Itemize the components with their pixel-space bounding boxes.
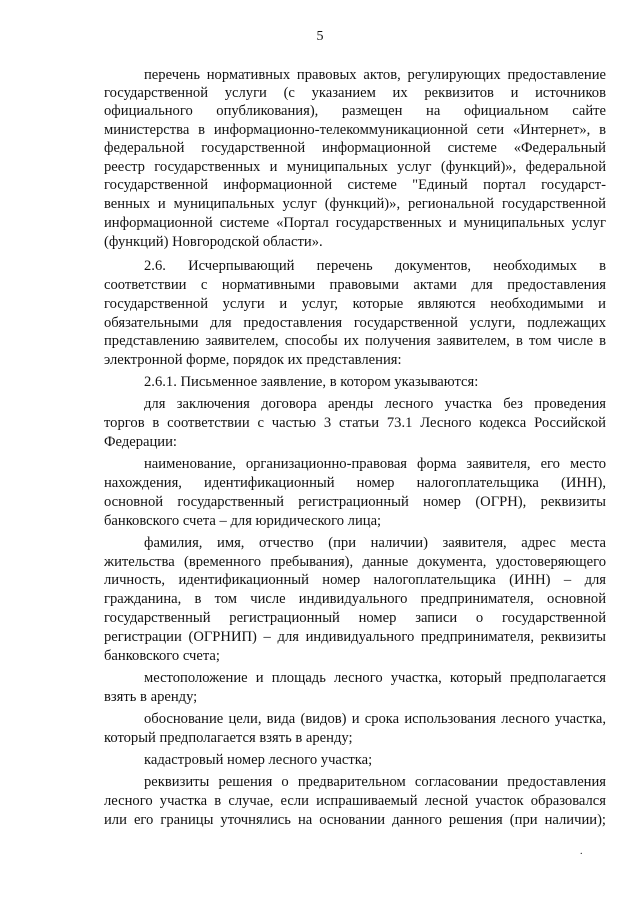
text-line: фамилия, имя, отчество (при наличии) заявителя, адрес места xyxy=(144,535,606,551)
text-line: банковского счета – для юридического лица; xyxy=(104,513,382,529)
text-line: (функций) Новгородской области». xyxy=(104,234,323,250)
text-line: кадастровый номер лесного участка; xyxy=(144,752,373,768)
trailing-mark: . xyxy=(580,846,583,857)
text-line: для заключения договора аренды лесного участка без проведения xyxy=(144,396,606,412)
text-line: информационной системе «Портал государственных и муниципальных услуг xyxy=(104,215,606,231)
text-line: нахождения, идентификационный номер налогоплательщика (ИНН), xyxy=(104,475,606,491)
text-line: 2.6. Исчерпывающий перечень документов, необходимых в xyxy=(144,258,606,274)
text-line: торгов в соответствии с частью 3 статьи 73.1 Лесного кодекса Российской xyxy=(104,415,606,431)
page-number: 5 xyxy=(316,29,324,44)
text-line: соответствии с нормативными правовыми актами для предоставления xyxy=(104,277,606,293)
text-line: государственной услуги (с указанием их реквизитов и источников xyxy=(104,85,606,101)
text-line: федеральной государственной информационной системе «Федеральный xyxy=(104,140,606,156)
text-line: обязательными для предоставления государственной услуги, подлежащих xyxy=(104,315,606,331)
text-line: обоснование цели, вида (видов) и срока использования лесного участка, xyxy=(144,711,606,727)
text-line: взять в аренду; xyxy=(104,689,198,705)
text-line: 2.6.1. Письменное заявление, в котором указываются: xyxy=(144,374,479,390)
text-line: государственной информационной системе "Единый портал государст- xyxy=(104,177,606,193)
text-line: перечень нормативных правовых актов, регулирующих предоставление xyxy=(144,67,606,83)
text-line: основной государственный регистрационный номер (ОГРН), реквизиты xyxy=(104,494,606,510)
text-line: министерства в информационно-телекоммуникационной сети «Интернет», в xyxy=(104,122,606,138)
text-line: государственной услуги и услуг, которые являются необходимыми и xyxy=(104,296,606,312)
text-line: реквизиты решения о предварительном согласовании предоставления xyxy=(144,774,606,790)
text-line: Федерации: xyxy=(104,434,177,450)
text-line: личность, идентификационный номер налогоплательщика (ИНН) – для xyxy=(104,572,606,588)
text-line: жительства (временного пребывания), данные документа, удостоверяющего xyxy=(104,554,606,570)
text-line: или его границы уточнялись на основании данного решения (при наличии); xyxy=(104,812,606,828)
text-line: государственный регистрационный номер записи о государственной xyxy=(104,610,606,626)
text-line: представлению заявителем, способы их получения заявителем, в том числе в xyxy=(104,333,606,349)
text-line: венных и муниципальных услуг (функций)», региональной государственной xyxy=(104,196,606,212)
text-line: который предполагается взять в аренду; xyxy=(104,730,353,746)
text-line: местоположение и площадь лесного участка, который предполагается xyxy=(144,670,606,686)
text-line: лесного участка в случае, если испрашиваемый лесной участок образовался xyxy=(104,793,606,809)
text-line: наименование, организационно-правовая форма заявителя, его место xyxy=(144,456,606,472)
text-line: электронной форме, порядок их представления: xyxy=(104,352,402,368)
text-line: официального опубликования), размещен на официальном сайте xyxy=(104,103,606,119)
text-line: реестр государственных и муниципальных услуг (функций)», федеральной xyxy=(104,159,606,175)
text-line: гражданина, в том числе индивидуального предпринимателя, основной xyxy=(104,591,606,607)
text-line: регистрации (ОГРНИП) – для индивидуального предпринимателя, реквизиты xyxy=(104,629,606,645)
text-line: банковского счета; xyxy=(104,648,220,664)
